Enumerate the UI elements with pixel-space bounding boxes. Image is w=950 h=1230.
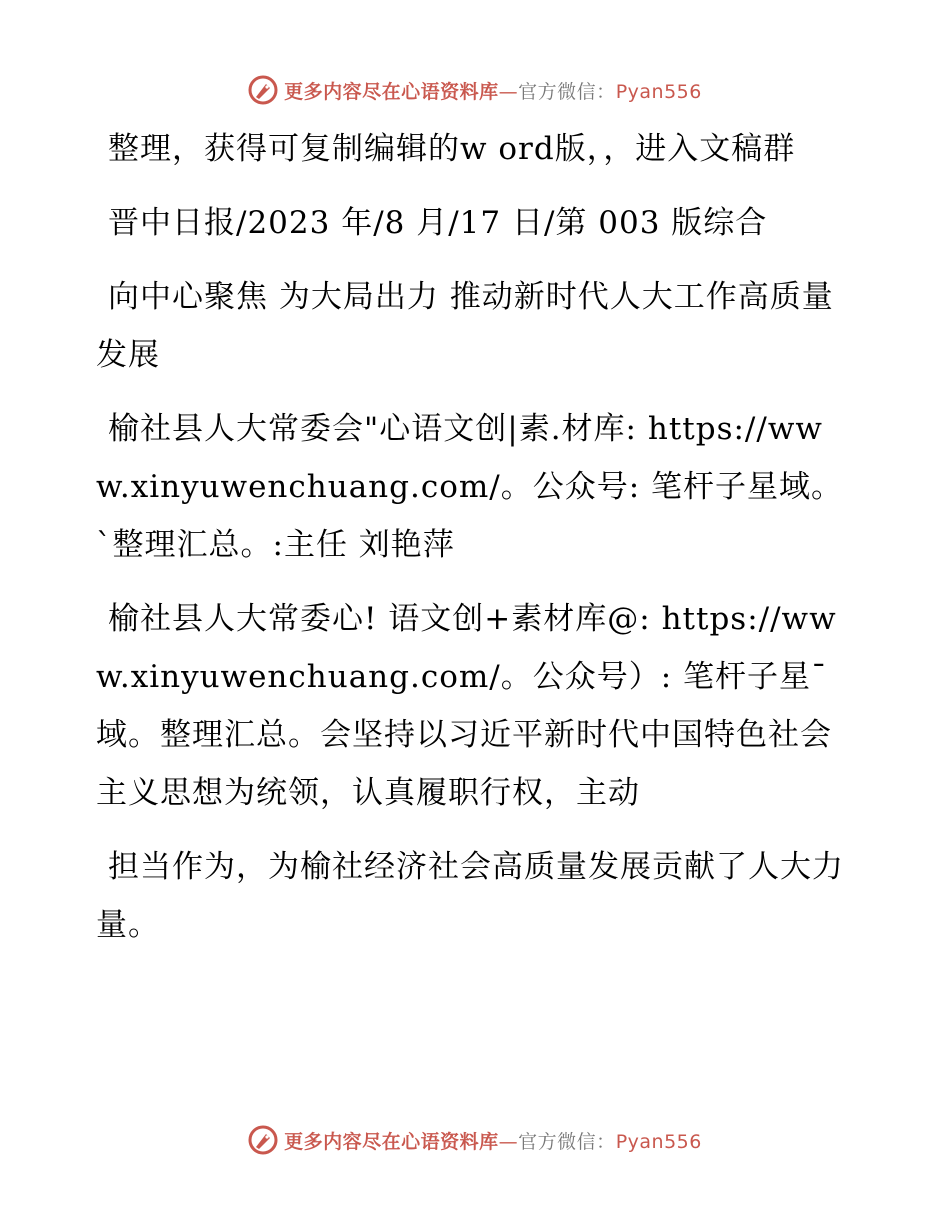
- paragraph-body-1: 榆社县人大常委心! 语文创+素材库@: https://www.xinyuwenchuang.com/。公众号）: 笔杆子星¯域。整理汇总。会坚持以习近平新时代中国特色社会主义思想为统领，认真履职行权，主动: [96, 601, 837, 811]
- footer-banner: [0, 1120, 950, 1160]
- banner-dash: —: [498, 1130, 519, 1153]
- pen-nib-logo-icon: [248, 75, 278, 105]
- paragraph-source: 晋中日报/2023 年/8 月/17 日/第 003 版综合: [108, 205, 768, 241]
- banner-lead: 更多内容尽在心语资料库: [284, 80, 499, 103]
- paragraph-author: 榆社县人大常委会"心语文创|素.材库: https://www.xinyuwenchuang.com/。公众号: 笔杆子星域。`整理汇总。:主任 刘艳萍: [96, 411, 843, 563]
- banner-wechat-label: 官方微信：: [518, 1130, 616, 1153]
- paragraph-body-2: 担当作为，为榆社经济社会高质量发展贡献了人大力量。: [96, 849, 844, 943]
- banner-lead: 更多内容尽在心语资料库: [284, 1130, 499, 1153]
- banner-text: [284, 1127, 702, 1154]
- banner-wechat-label: 官方微信：: [518, 80, 616, 103]
- paragraph-title: 向中心聚焦 为大局出力 推动新时代人大工作高质量发展: [96, 279, 834, 373]
- banner-wechat-id: Pyan556: [615, 1130, 702, 1153]
- banner-text: [284, 77, 702, 104]
- document-body: [96, 120, 856, 970]
- paragraph-intro: 整理，获得可复制编辑的w ord版，，进入文稿群: [108, 131, 796, 167]
- pen-nib-logo-icon: [248, 1125, 278, 1155]
- header-banner: [0, 70, 950, 110]
- banner-dash: —: [498, 80, 519, 103]
- banner-wechat-id: Pyan556: [615, 80, 702, 103]
